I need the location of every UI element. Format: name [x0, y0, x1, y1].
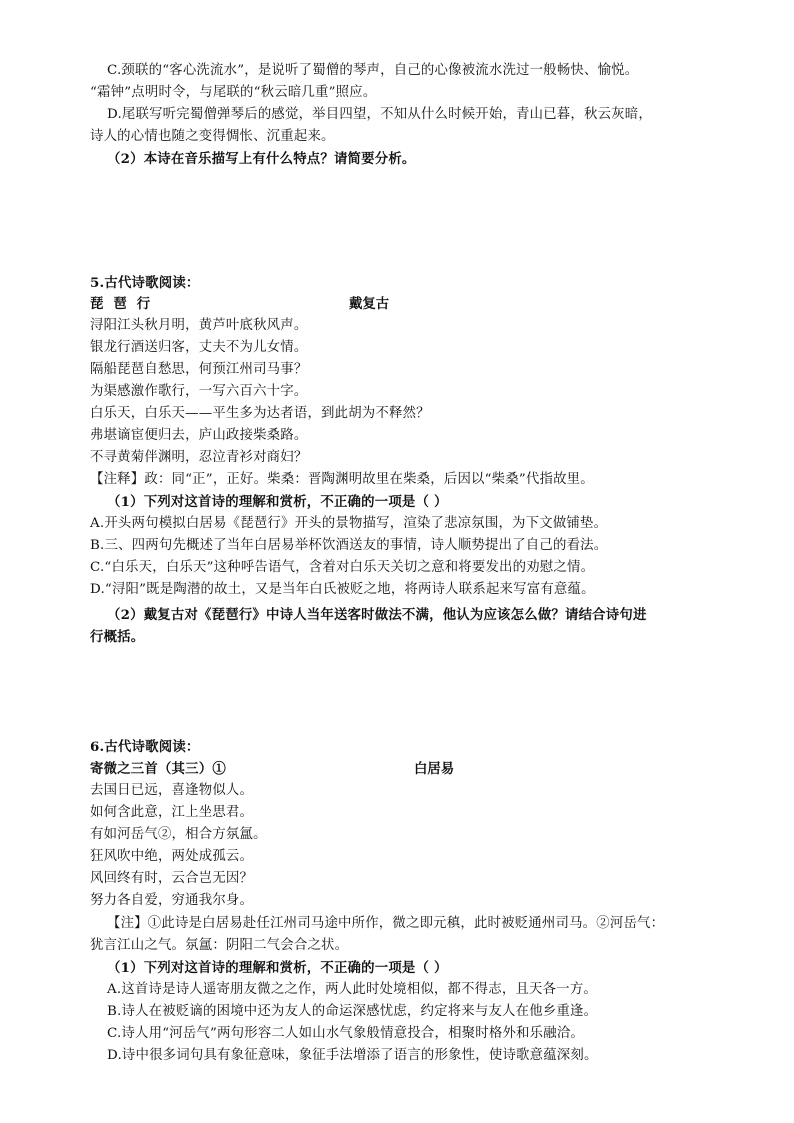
q4-option-c-line2: “霜钟”点明时令，与尾联的“秋云暗几重”照应。	[90, 85, 377, 100]
q5-poem-title: 琵琶行	[90, 296, 161, 312]
q6-poem-line: 去国日已远，喜逢物似人。	[90, 783, 254, 798]
q6-option-c: C.诗人用“河岳气”两句形容二人如山水气象般情意投合，相聚时格外和乐融洽。	[107, 1026, 585, 1041]
q5-option-a: A.开头两句模拟白居易《琵琶行》开头的景物描写，渲染了悲凉氛围，为下文做铺垫。	[90, 516, 608, 531]
q6-poem-author: 白居易	[414, 761, 455, 777]
q5-question-2-line2: 行概括。	[90, 629, 145, 645]
q6-option-a: A.这首诗是诗人遥寄朋友微之之作，两人此时处境相似，都不得志，且天各一方。	[107, 982, 597, 997]
q5-option-b: B.三、四两句先概述了当年白居易举杯饮酒送友的事情，诗人顺势提出了自己的看法。	[90, 538, 608, 553]
q4-option-d-line1: D.尾联写听完蜀僧弹琴后的感觉，举目四望，不知从什么时候开始，青山已暮，秋云灰暗，	[107, 107, 652, 122]
q5-poem-line: 银龙行酒送归客，丈夫不为儿女情。	[90, 340, 308, 355]
q6-option-b: B.诗人在被贬谪的困境中还为友人的命运深感忧虑，约定将来与友人在他乡重逢。	[107, 1004, 598, 1019]
q6-note-line1: 【注】①此诗是白居易赴任江州司马途中所作，微之即元稹，此时被贬通州司马。②河岳气：	[107, 916, 665, 931]
q5-poem-line: 白乐天，白乐天——平生多为达者语，到此胡为不释然？	[90, 406, 430, 421]
q6-note-line2: 犹言江山之气。氛氲：阴阳二气会合之状。	[90, 938, 349, 953]
q4-option-d-line2: 诗人的心情也随之变得惆怅、沉重起来。	[90, 129, 335, 144]
q5-heading: 5.古代诗歌阅读：	[90, 275, 200, 291]
q6-poem-line: 风回终有时，云合岂无因？	[90, 871, 254, 886]
q5-poem-line: 不寻黄菊伴渊明，忍泣青衫对商妇？	[90, 450, 308, 465]
q5-question-1: （1）下列对这首诗的理解和赏析，不正确的一项是（ ）	[107, 494, 448, 510]
q5-option-c: C.“白乐天，白乐天”这种呼告语气，含着对白乐天关切之意和将要发出的劝慰之情。	[90, 560, 595, 575]
q6-poem-line: 有如河岳气②，相合方氛氲。	[90, 827, 267, 842]
q5-question-2-line1: （2）戴复古对《琵琶行》中诗人当年送客时做法不满，他认为应该怎么做？请结合诗句进	[107, 607, 647, 623]
q5-poem-author: 戴复古	[349, 296, 390, 312]
q5-option-d: D.“浔阳”既是陶潜的故土，又是当年白氏被贬之地，将两诗人联系起来写富有意蕴。	[90, 582, 595, 597]
q4-option-c-line1: C.颈联的“客心洗流水”，是说听了蜀僧的琴声，自己的心像被流水洗过一般畅快、愉悦。	[107, 63, 639, 78]
q6-poem-line: 狂风吹中绝，两处成孤云。	[90, 849, 254, 864]
q6-poem-line: 如何含此意，江上坐思君。	[90, 805, 254, 820]
q6-heading: 6.古代诗歌阅读：	[90, 739, 200, 755]
q5-poem-line: 浔阳江头秋月明，黄芦叶底秋风声。	[90, 318, 308, 333]
q5-poem-line: 弗堪谪宦便归去，庐山政接柴桑路。	[90, 428, 308, 443]
q5-note: 【注释】政：同“正”，正好。柴桑：晋陶渊明故里在柴桑，后因以“柴桑”代指故里。	[90, 472, 594, 487]
q6-poem-title: 寄微之三首（其三）①	[90, 761, 226, 777]
q6-poem-line: 努力各自爱，穷通我尔身。	[90, 893, 254, 908]
q4-question-2: （2）本诗在音乐描写上有什么特点？请简要分析。	[107, 151, 416, 167]
q6-option-d: D.诗中很多词句具有象征意味，象征手法增添了语言的形象性，使诗歌意蕴深刻。	[107, 1048, 598, 1063]
q5-poem-line: 隔船琵琶自愁思，何预江州司马事？	[90, 362, 308, 377]
q5-poem-line: 为渠感激作歌行，一写六百六十字。	[90, 384, 308, 399]
q6-question-1: （1）下列对这首诗的理解和赏析，不正确的一项是（ ）	[107, 960, 448, 976]
